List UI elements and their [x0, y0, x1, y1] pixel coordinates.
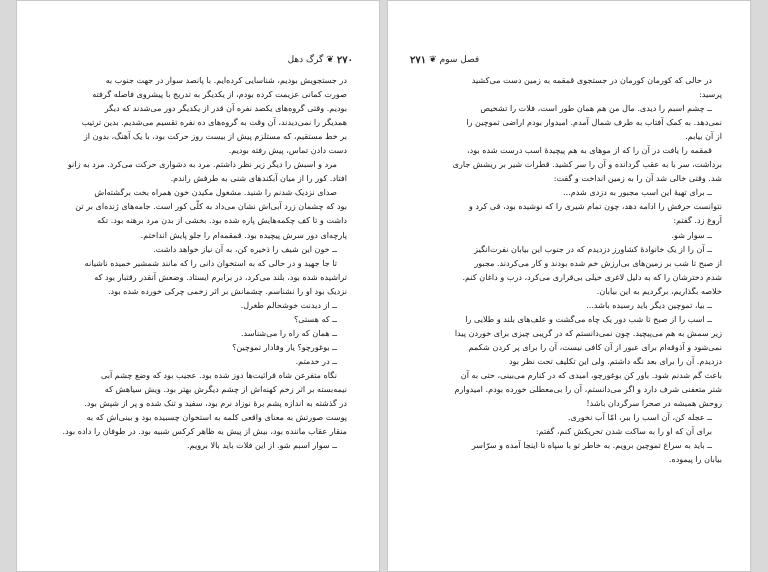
text-line: همدیگر را نمی‌دیدند، آن وقت به گروه‌های ده نفره تقسیم می‌شدیم. بدین ترتیب: [81, 117, 347, 128]
text-line: داشت و تا کف چکمه‌هایش پاره شده بود. بخشی از بدن مرد برهنه بود. تکه: [97, 215, 347, 226]
text-line: صدای نزدیک شدنم را شنید. مشغول مکیدن خون همراه بخت برگشته‌اش: [94, 187, 337, 198]
text-line: ــ در خدمتم.: [295, 355, 337, 366]
text-line: ــ چشم اسبم را دیدی. مال من هم همان طور است، فلات را تشخیص: [480, 103, 712, 114]
right-page: [387, 0, 751, 572]
text-line: شتر متعفنی شرف دارد و اگر می‌دانستم، آن را بی‌معطلی خورده بودم. امیدوارم: [454, 384, 722, 395]
text-line: ــ از دیدنت خوشحالم طغرل.: [240, 299, 337, 310]
text-line: زیر سمش به هم می‌پیچید. چون نمی‌دانستم که در گریبی چیزی برای خوردن پیدا: [454, 327, 722, 338]
text-line: نیمه‌بسته بر اثر زخم کهنه‌اش از چشم دیگرش بهتر بود. ویش سیاهش که: [104, 384, 347, 395]
text-line: ــ بیا، تموچین دیگر باید رسیده باشد...: [586, 299, 712, 310]
right-page-header: [410, 53, 479, 67]
page-number: ۲۷۰: [336, 54, 353, 66]
header-ornament-icon: ❦: [326, 55, 334, 65]
text-line: در گذشته به اندازه پشم برهٔ نوزاد نرم بود، سفید و تنک شده و پر از شپش بود.: [84, 398, 347, 409]
text-line: منقار عقاب ماننده بود، بیش از پیش به ظاهر کرکس شبیه بود. در طوفان را داده بود.: [62, 426, 347, 437]
text-line: دزدیدم. آن را برای بعد نگه داشتم. ولی این تکلیف تحت نظر بود: [508, 355, 722, 366]
left-page-body: [47, 73, 347, 452]
text-line: افتاد. کور را از میان آبکندهای شنی به طرفش راندم.: [170, 173, 347, 184]
text-line: از آن بیابم.: [685, 131, 722, 142]
text-line: ــ بوغورچو؟ یار وفادار تموچین؟: [232, 341, 337, 352]
text-line: خلاصه بگذاریم، برگردیم به این بیابان.: [596, 285, 722, 296]
text-line: بیابان را پیموده.: [668, 454, 722, 465]
text-line: باعث گم شدنم شود. باور کن بوغورچو، امیدی که در کنارم می‌بینی، حتی به آن: [460, 369, 722, 380]
text-line: ــ سوار اسبم شو. از این فلات باید بالا برویم.: [187, 440, 337, 451]
text-line: بر خط مستقیم، که مستلزم پیش از بیست روز حرکت بود، با یک آهنگ، بدون از: [83, 131, 347, 142]
text-line: ــ عجله کن، آن اسب را ببر، امّا آب نخوری.: [567, 412, 712, 423]
running-title: گرگ دهل: [287, 55, 324, 65]
text-line: شد. وقتی خالی شد آن را به زمین انداخت و گفت:: [553, 173, 722, 184]
text-line: پرسید:: [699, 89, 722, 100]
text-line: آروغ زد. گفتم:: [673, 215, 722, 226]
text-line: ــ اسب را از صبح تا شب دور یک چاه می‌گشت و علف‌های بلند و طلایی را: [465, 313, 712, 324]
text-line: پارچه‌ای دور سرش پیچیده بود. قمقمه‌ام را جلو پایش انداختم.: [140, 229, 347, 240]
text-line: ــ که هستی؟: [293, 313, 337, 324]
text-line: نگاه متفرعن شاه قراثیت‌ها دوز شده بود. عجیب بود که وضع چشم آبی: [100, 369, 337, 380]
text-line: نمی‌شود و آذوقه‌ام برای عبور از آن کافی نیست، آن را برای پر کردن شکمم: [468, 341, 722, 352]
text-line: ــ همان که راه را می‌شناسد.: [240, 327, 337, 338]
left-page: [16, 0, 380, 572]
text-line: از صبح تا شب بر زمین‌های بی‌ارزش خم شده بودند و کار می‌کردند. مجبور: [474, 257, 722, 268]
text-line: ــ سوار شو.: [671, 229, 712, 240]
text-line: نمی‌دهد. به کمک آفتاب به طرف شمال آمدم. امیدوار بودم اراضی تموچین را: [466, 117, 722, 128]
text-line: دست دادن تماس، پیش رفته بودیم.: [228, 145, 347, 156]
text-line: ــ برای تهیهٔ این اسب مجبور به دزدی شدم...: [563, 187, 712, 198]
text-line: ــ باید به سراغ تموچین برویم. به خاطر تو با سپاه تا اینجا آمده و سرّاسر: [471, 440, 712, 451]
text-line: تراشیده شده بود، بلند می‌کرد، در برابرم ایستاد. وضعش آنقدر رقتبار بود که: [94, 271, 347, 282]
text-line: ــ آن را از یک خانوادهٔ کشاورز دزدیدم که در جنوب این بیابان نفرت‌انگیز: [474, 243, 712, 254]
text-line: صورت کمانی عزیمت کرده بودم، از یکدیگر به تدریج با پیشروی فاصله گرفته: [92, 89, 347, 100]
page-number: ۲۷۱: [410, 54, 427, 66]
text-line: بودیم. وقتی گروه‌های یکصد نفره آن قدر از یکدیگر دور می‌شدند که دیگر: [104, 103, 347, 114]
left-page-header: [288, 53, 353, 67]
text-line: برداشت، سر با به عقب گردانده و آن را سر کشید. قطرات شیر بر ریشش جاری: [452, 159, 722, 170]
right-page-body: [414, 73, 722, 466]
text-line: نتوانست حرفش را ادامه دهد، چون تمام شیری را که نوشیده بود، قی کرد و: [468, 201, 722, 212]
text-line: روحش همیشه در صحرا سرگردان باشد!: [586, 398, 722, 409]
text-line: برای آن که او را به ساکت شدن تحریکش کنم، گفتم:: [535, 426, 712, 437]
running-title: فصل سوم: [439, 55, 480, 65]
text-line: در جستجویش بودیم، شناسایی کرده‌ایم. با پانصد سوار در جهت جنوب به: [105, 75, 347, 85]
text-line: تا جا جهید و در حالی که به استخوان دانی را که مانند شمشیر خمیده ناشیانه: [84, 257, 337, 268]
text-line: نزدیک بود او را نشناسم. چشمانش بر اثر زخمی چرکی خورده شده بود.: [107, 285, 347, 296]
text-line: ــ خون این شیف را ذخیره کن، به آن نیاز خواهد داشت.: [153, 243, 337, 254]
header-ornament-icon: ❦: [429, 55, 437, 65]
text-line: بود که چشمان زرد آبی‌اش نشان می‌داد به کلّی کور است. جامه‌های ژنده‌ای بر تن: [75, 201, 347, 212]
text-line: پوست صورتش به معنای واقعی کلمه به استخوان چسبیده بود و بینی‌اش که به: [86, 412, 347, 423]
text-line: مرد و اسبش را دیگر زیر نظر داشتم. مرد به دشواری حرکت می‌کرد. مرد به زانو: [67, 159, 337, 170]
text-line: در حالی که کورمان کورمان در جستجوی قمقمه به زمین دست می‌کشید: [471, 75, 712, 85]
text-line: شدم دخترشان را که به دلیل لاغری خیلی بی‌قراری می‌کرد، درب و داغان کنم.: [462, 271, 722, 282]
text-line: قمقمه را یافت در آن را که از موهای به هم پیچیدهٔ اسب درست شده بود،: [467, 145, 712, 156]
